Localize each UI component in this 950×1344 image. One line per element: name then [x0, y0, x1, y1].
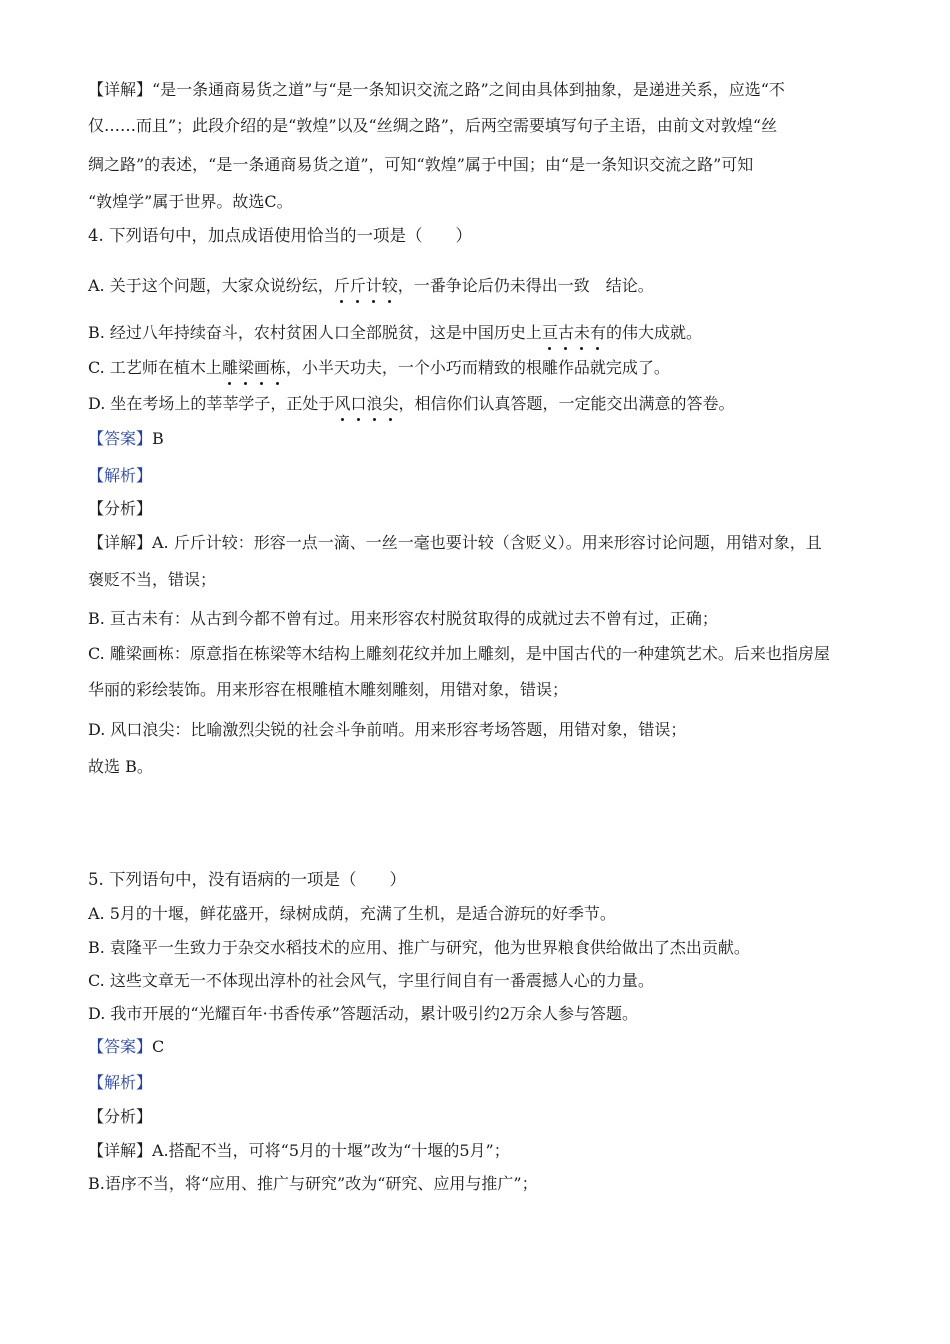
q4b-char: 古: [557, 323, 574, 342]
q4a-char: 斤: [349, 276, 366, 295]
q4c-pre: C. 工艺师在植木上: [88, 358, 222, 377]
question-5: 5. 下列语句中，没有语病的一项是（ ）: [88, 870, 406, 889]
q4a-idiom: [334, 276, 398, 295]
q5-option-d: D. 我市开展的“光耀百年·书香传承”答题活动，累计吸引约2万余人参与答题。: [88, 1004, 639, 1023]
q4d-char: 尖: [382, 394, 399, 413]
q4d-char: 口: [350, 394, 367, 413]
answer-4-value: B: [152, 429, 164, 448]
q4a-char: 较: [381, 276, 398, 295]
question-4: 4. 下列语句中，加点成语使用恰当的一项是（ ）: [88, 226, 472, 245]
fenxi-5-label: 【分析】: [88, 1107, 153, 1126]
detail-4-5: 华丽的彩绘装饰。用来形容在根雕植木雕刻雕刻，用错对象，错误；: [88, 680, 569, 699]
answer-5: [88, 1037, 164, 1057]
q4c-idiom: [222, 358, 286, 377]
q4c-char: 画: [253, 358, 270, 377]
detail-5-2: B.语序不当，将“应用、推广与研究”改为“研究、应用与推广”；: [88, 1174, 538, 1193]
l04: “敦煌学”属于世界。故选C。: [88, 192, 293, 211]
q4d-char: 浪: [366, 394, 383, 413]
q4b-char: 未: [573, 323, 590, 342]
q4d-char: 风: [334, 394, 351, 413]
q5-option-c: C. 这些文章无一不体现出淳朴的社会风气，字里行间自有一番震撼人心的力量。: [88, 971, 654, 990]
q4b-char: 亘: [541, 323, 558, 342]
q4d-idiom: [334, 394, 398, 413]
answer-4: [88, 429, 164, 449]
detail-4-4: C. 雕梁画栋：原意指在栋梁等木结构上雕刻花纹并加上雕刻，是中国古代的一种建筑艺术。后来也指房屋: [88, 644, 830, 663]
q4b-char: 有: [589, 323, 606, 342]
detail-5-1: 【详解】A.搭配不当，可将“5月的十堰”改为“十堰的5月”；: [88, 1141, 510, 1160]
q4b-post: 的伟大成就。: [606, 323, 703, 342]
q4-option-b: [88, 323, 702, 343]
detail-4-7: 故选 B。: [88, 757, 153, 776]
detail-4-6: D. 风口浪尖：比喻激烈尖锐的社会斗争前哨。用来形容考场答题，用错对象，错误；: [88, 720, 687, 739]
q4-option-d: [88, 394, 735, 414]
q4-option-c: [88, 358, 670, 378]
q4a-post: ，一番争论后仍未得出一致 结论。: [397, 276, 654, 295]
q4c-char: 梁: [237, 358, 254, 377]
analysis-4-label: 【解析】: [88, 466, 153, 485]
detail-4-2: 褒贬不当，错误；: [88, 570, 217, 589]
q4-option-a: [88, 276, 654, 296]
fenxi-4-label: 【分析】: [88, 499, 153, 518]
detail-4-3: B. 亘古未有：从古到今都不曾有过。用来形容农村脱贫取得的成就过去不曾有过，正确；: [88, 609, 718, 628]
q4c-post: ，小半天功夫，一个小巧而精致的根雕作品就完成了。: [285, 358, 670, 377]
q4c-char: 栋: [269, 358, 286, 377]
q4c-char: 雕: [221, 358, 238, 377]
q4a-char: 斤: [333, 276, 350, 295]
q4a-pre: A. 关于这个问题，大家众说纷纭，: [88, 276, 334, 295]
answer-4-label: 【答案】: [88, 429, 153, 448]
q4d-post: ，相信你们认真答题，一定能交出满意的答卷。: [398, 394, 735, 413]
q4d-pre: D. 坐在考场上的莘莘学子，正处于: [88, 394, 335, 413]
answer-5-label: 【答案】: [88, 1037, 153, 1056]
detail-4-1: 【详解】A. 斤斤计较：形容一点一滴、一丝一毫也要计较（含贬义）。用来形容讨论问题，用错对象，且: [88, 533, 822, 552]
l03: 绸之路”的表述，“是一条通商易货之道”，可知“敦煌”属于中国；由“是一条知识交流之路”可知: [88, 155, 754, 174]
q5-option-b: B. 袁隆平一生致力于杂交水稻技术的应用、推广与研究，他为世界粮食供给做出了杰出贡献。: [88, 938, 750, 957]
q4a-char: 计: [365, 276, 382, 295]
q4b-pre: B. 经过八年持续奋斗，农村贫困人口全部脱贫，这是中国历史上: [88, 323, 542, 342]
answer-5-value: C: [152, 1037, 165, 1056]
l02: 仅……而且”；此段介绍的是“敦煌”以及“丝绸之路”，后两空需要填写句子主语，由前文对敦煌“丝: [88, 116, 778, 135]
analysis-5-label: 【解析】: [88, 1073, 153, 1092]
q4b-idiom: [542, 323, 606, 342]
q5-option-a: A. 5月的十堰，鲜花盛开，绿树成荫，充满了生机，是适合游玩的好季节。: [88, 904, 616, 923]
l01: 【详解】“是一条通商易货之道”与“是一条知识交流之路”之间由具体到抽象，是递进关系，应选“不: [88, 80, 785, 99]
